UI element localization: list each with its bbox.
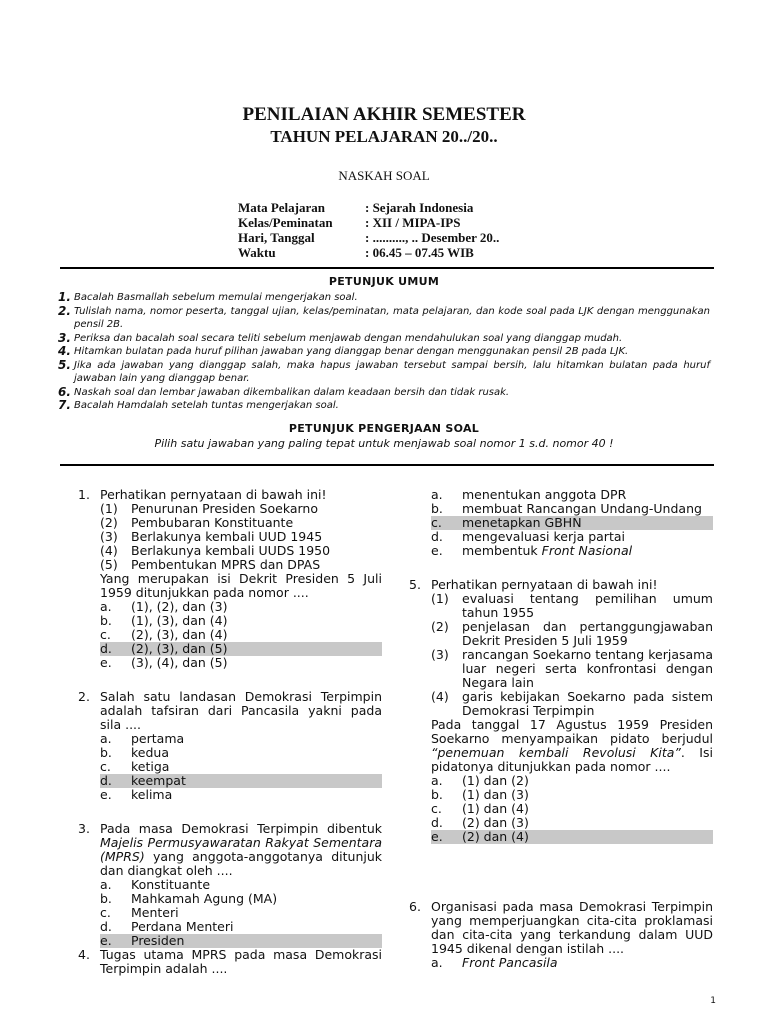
question-text: Salah satu landasan Demokrasi Terpimpin adalah tafsiran dari Pancasila yakni pada sila .... — [100, 689, 382, 732]
question-3: 3. Pada masa Demokrasi Terpimpin dibentuk Majelis Permusyawaratan Rakyat Sementara (MPRS) yang anggota-anggotanya ditunjuk dan diangkat oleh .... a. Konstituante b. Mahkamah Agung (MA) c. Menteri d. Perdana Menteri e. Presiden — [78, 821, 382, 948]
question-text: Organisasi pada masa Demokrasi Terpimpin yang memperjuangkan cita-cita proklamasi dan cita-cita yang terkandung dalam UUD 1945 dikenal dengan istilah .... — [431, 899, 713, 956]
statement: (2) Pembubaran Konstituante — [100, 515, 294, 530]
question-5: 5. Perhatikan pernyataan di bawah ini! (1) evaluasi tentang pemilihan umum tahun 1955 (2) penjelasan dan pertanggungjawaban Dekrit Presiden 5 Juli 1959 (3) rancangan Soekarno tentang kerjasama luar negeri serta konfrontasi dengan Negara lain (4) garis kebijakan Soekarno pada sistem Demokrasi Terpimpin Pada tanggal 17 Agustus 1959 Presiden Soekarno menyampaikan pidato berjudul “penemuan kembali Revolusi Kita”. Isi pidatonya ditunjukkan pada nomor .... a. (1) dan (2) b. (1) dan (3) c. (1) dan (4) d. (2) dan (3) e. (2) dan (4) — [409, 577, 713, 844]
answer-option: c. ketiga — [100, 759, 170, 774]
answer-option: e. membentuk Front Nasional — [431, 543, 633, 558]
answer-option-highlighted: e. Presiden — [78, 934, 382, 948]
list-item: 4. Hitamkan bulatan pada huruf pilihan jawaban yang dianggap benar dengan menggunakan pensil 2B pada LJK. — [58, 344, 629, 358]
question-1: 1. Perhatikan pernyataan di bawah ini! (1) Penurunan Presiden Soekarno (2) Pembubaran Konstituante (3) Berlakunya kembali UUD 1945 (4) Berlakunya kembali UUDS 1950 (5) Pembentukan MPRS dan DPAS Yang merupakan isi Dekrit Presiden 5 Juli 1959 ditunjukkan pada nomor .... a. (1), (2), dan (3) b. (1), (3), dan (4) c. (2), (3), dan (4) d. (2), (3), dan (5) e. (3), (4), dan (5) — [78, 487, 382, 670]
list-item: 3. Periksa dan bacalah soal secara teliti sebelum menjawab dengan mendahulukan soal yang dianggap mudah. — [58, 330, 623, 345]
list-item: 5. Jika ada jawaban yang dianggap salah, maka hapus jawaban tersebut sampai bersih, lalu hitamkan bulatan pada huruf jawaban lain yang dianggap benar. — [58, 357, 710, 384]
question-text: Tugas utama MPRS pada masa Demokrasi Terpimpin adalah .... — [100, 947, 382, 976]
questions-left-column — [78, 488, 382, 976]
page-number: 1 — [710, 996, 716, 1006]
statement: (2) penjelasan dan pertanggungjawaban Dekrit Presiden 5 Juli 1959 — [431, 619, 713, 648]
question-stem: Yang merupakan isi Dekrit Presiden 5 Juli 1959 ditunjukkan pada nomor .... — [100, 571, 382, 600]
answer-option-highlighted: c. menetapkan GBHN — [409, 516, 713, 530]
info-label: Waktu — [238, 245, 276, 260]
answer-option: b. membuat Rancangan Undang-Undang — [431, 501, 702, 516]
answer-option: c. (2), (3), dan (4) — [100, 627, 228, 642]
general-instructions-list — [58, 291, 710, 413]
info-label: Mata Pelajaran — [238, 200, 326, 215]
answer-option: a. (1) dan (2) — [431, 773, 529, 788]
answer-option: a. Konstituante — [100, 877, 211, 892]
statement: (4) Berlakunya kembali UUDS 1950 — [100, 543, 331, 558]
work-instruction-text: Pilih satu jawaban yang paling tepat untuk menjawab soal nomor 1 s.d. nomor 40 ! — [154, 437, 614, 450]
document-header — [0, 104, 768, 184]
document-type: NASKAH SOAL — [338, 168, 430, 183]
question-4-options — [409, 488, 713, 558]
question-stem: Pada tanggal 17 Agustus 1959 Presiden Soekarno menyampaikan pidato berjudul “penemuan kembali Revolusi Kita”. Isi pidatonya ditunjukkan pada nomor .... — [431, 717, 713, 774]
answer-option: d. mengevaluasi kerja partai — [431, 529, 625, 544]
answer-option-highlighted: d. keempat — [78, 774, 382, 788]
info-row-time — [238, 245, 499, 260]
answer-option: c. (1) dan (4) — [431, 801, 529, 816]
answer-option-highlighted: d. (2), (3), dan (5) — [78, 642, 382, 656]
info-row-subject — [238, 200, 499, 215]
answer-option: b. (1), (3), dan (4) — [100, 613, 228, 628]
answer-option: a. Front Pancasila — [431, 955, 558, 970]
info-value: : .........., .. Desember 20.. — [365, 230, 500, 245]
answer-option: e. (3), (4), dan (5) — [100, 655, 228, 670]
answer-option: a. pertama — [100, 731, 185, 746]
divider-top — [60, 267, 714, 269]
exam-info — [238, 200, 499, 260]
answer-option: a. (1), (2), dan (3) — [100, 599, 228, 614]
questions-right-column — [409, 488, 713, 970]
info-row-date — [238, 230, 499, 245]
list-item: 2. Tulislah nama, nomor peserta, tanggal ujian, kelas/peminatan, mata pelajaran, dan kode soal pada LJK dengan menggunakan pensil 2B. — [58, 303, 710, 330]
question-4: 4. Tugas utama MPRS pada masa Demokrasi Terpimpin adalah .... — [78, 947, 382, 976]
info-label: Kelas/Peminatan — [238, 215, 333, 230]
divider-bottom — [60, 464, 714, 466]
question-2: 2. Salah satu landasan Demokrasi Terpimpin adalah tafsiran dari Pancasila yakni pada sila .... a. pertama b. kedua c. ketiga d. keempat e. kelima — [78, 689, 382, 802]
answer-option: b. Mahkamah Agung (MA) — [100, 891, 278, 906]
answer-option: b. (1) dan (3) — [431, 787, 529, 802]
list-item: 6. Naskah soal dan lembar jawaban dikembalikan dalam keadaan bersih dan tidak rusak. — [58, 384, 510, 399]
question-text: Pada masa Demokrasi Terpimpin dibentuk Majelis Permusyawaratan Rakyat Sementara (MPRS) yang anggota-anggotanya ditunjuk dan diangkat oleh .... — [100, 821, 382, 878]
question-text: Perhatikan pernyataan di bawah ini! — [100, 487, 327, 502]
info-value: : XII / MIPA-IPS — [365, 215, 461, 230]
info-label: Hari, Tanggal — [238, 230, 315, 245]
statement: (1) evaluasi tentang pemilihan umum tahun 1955 — [431, 591, 713, 620]
answer-option: d. Perdana Menteri — [100, 919, 234, 934]
answer-option-highlighted: e. (2) dan (4) — [409, 830, 713, 844]
answer-option: c. Menteri — [100, 905, 179, 920]
document-title: PENILAIAN AKHIR SEMESTER — [242, 104, 526, 125]
work-instructions-title: PETUNJUK PENGERJAAN SOAL — [288, 422, 480, 435]
question-text: Perhatikan pernyataan di bawah ini! — [431, 577, 658, 592]
info-value: : Sejarah Indonesia — [365, 200, 474, 215]
info-value: : 06.45 – 07.45 WIB — [365, 245, 474, 260]
info-row-class — [238, 215, 499, 230]
statement: (3) Berlakunya kembali UUD 1945 — [100, 529, 323, 544]
statement: (1) Penurunan Presiden Soekarno — [100, 501, 318, 516]
question-6: 6. Organisasi pada masa Demokrasi Terpimpin yang memperjuangkan cita-cita proklamasi dan cita-cita yang terkandung dalam UUD 1945 dikenal dengan istilah .... a. Front Pancasila — [409, 899, 713, 970]
general-instructions-title: PETUNJUK UMUM — [328, 275, 440, 288]
statement: (5) Pembentukan MPRS dan DPAS — [100, 557, 321, 572]
statement: (4) garis kebijakan Soekarno pada sistem Demokrasi Terpimpin — [431, 689, 713, 718]
list-item: 1. Bacalah Basmallah sebelum memulai mengerjakan soal. — [58, 290, 358, 304]
list-item: 7. Bacalah Hamdalah setelah tuntas mengerjakan soal. — [58, 398, 339, 412]
answer-option: a. menentukan anggota DPR — [431, 487, 627, 502]
statement: (3) rancangan Soekarno tentang kerjasama luar negeri serta konfrontasi dengan Negara lain — [431, 647, 713, 690]
answer-option: e. kelima — [100, 787, 173, 802]
document-subtitle: TAHUN PELAJARAN 20../20.. — [270, 127, 498, 146]
answer-option: b. kedua — [100, 745, 170, 760]
answer-option: d. (2) dan (3) — [431, 815, 529, 830]
